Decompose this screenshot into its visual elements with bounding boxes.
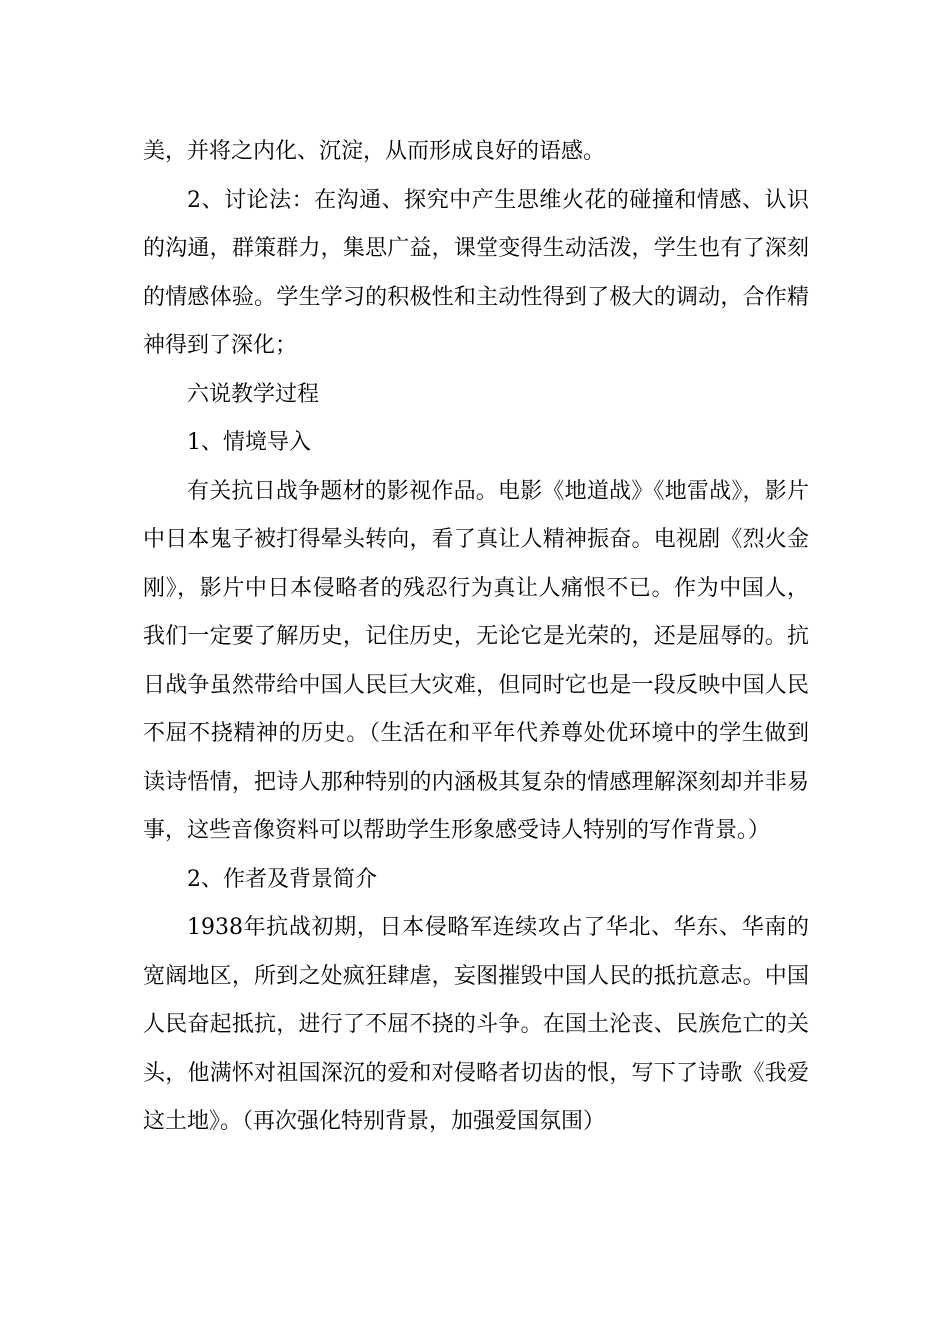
subheading-author-background: 2、作者及背景简介: [187, 866, 377, 892]
paragraph-background-1938: 1938年抗战初期，日本侵略军连续攻占了华北、华东、华南的宽阔地区，所到之处疯狂肆虐，妄图摧毁中国人民的抵抗意志。中国人民奋起抵抗，进行了不屈不挠的斗争。在国土沦丧、民族危亡的关头，他满怀对祖国深沉的爱和对侵略者切齿的恨，写下了诗歌《我爱这土地》。（再次强化特别背景，加强爱国氛围）: [143, 915, 809, 1134]
paragraph-film-works: 有关抗日战争题材的影视作品。电影《地道战》《地雷战》，影片中日本鬼子被打得晕头转向，看了真让人精神振奋。电视剧《烈火金刚》，影片中日本侵略者的残忍行为真让人痛恨不已。作为中国人，我们一定要了解历史，记住历史，无论它是光荣的，还是屈辱的。抗日战争虽然带给中国人民巨大灾难，但同时它也是一段反映中国人民不屈不挠精神的历史。（生活在和平年代养尊处优环境中的学生做到读诗悟情，把诗人那种特别的内涵极其复杂的情感理解深刻却并非易事，这些音像资料可以帮助学生形象感受诗人特别的写作背景。）: [143, 478, 809, 843]
section-heading-teaching-process: 六说教学过程: [187, 381, 320, 407]
paragraph-continuation: 美，并将之内化、沉淀，从而形成良好的语感。: [143, 139, 606, 164]
document-body: [143, 128, 809, 1147]
paragraph-discussion-method: 2、讨论法：在沟通、探究中产生思维火花的碰撞和情感、认识的沟通，群策群力，集思广益，课堂变得生动活泼，学生也有了深刻的情感体验。学生学习的积极性和主动性得到了极大的调动，合作精神得到了深化；: [143, 187, 809, 358]
subheading-situation-intro: 1、情境导入: [187, 430, 311, 455]
